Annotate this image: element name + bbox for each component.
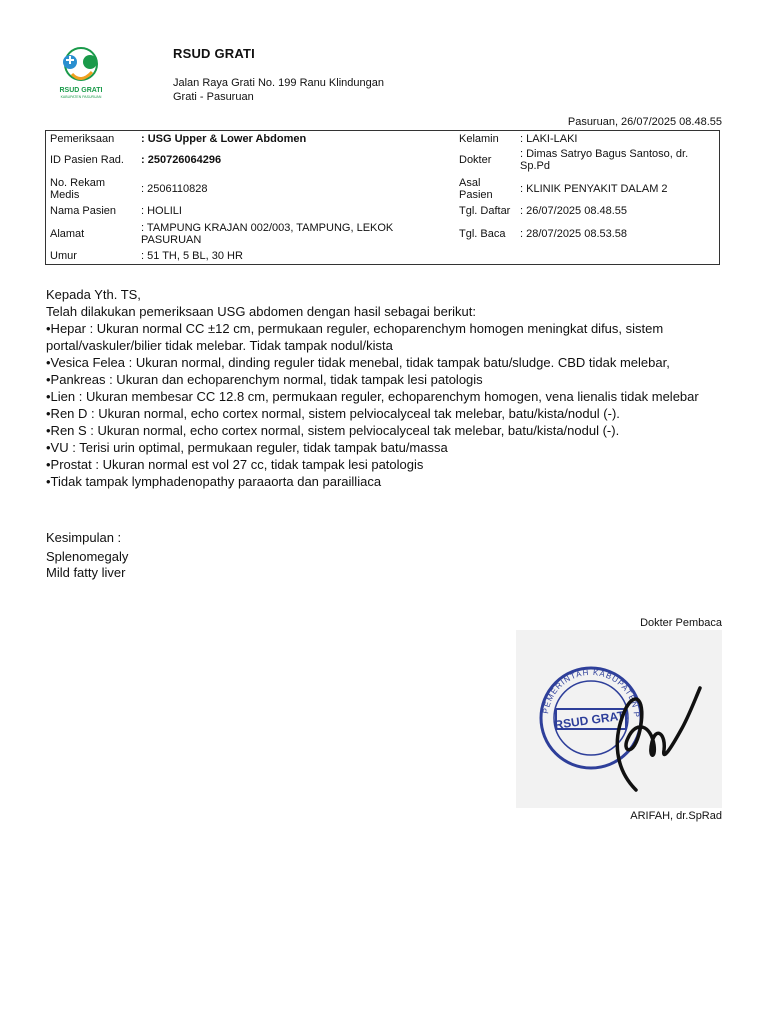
tgl-baca-value: : 28/07/2025 08.53.58 — [520, 228, 628, 240]
asal-value: : KLINIK PENYAKIT DALAM 2 — [520, 183, 668, 195]
dokter-value-2: Sp.Pd — [520, 160, 550, 172]
finding-hepar: •Hepar : Ukuran normal CC ±12 cm, permukaan reguler, echoparenchym homogen meningkat difus, sistem portal/vaskuler/bilier tidak melebar. Tidak tampak nodul/kista — [46, 321, 664, 353]
id-value: : 250726064296 — [141, 154, 222, 166]
greeting: Kepada Yth. TS, — [46, 287, 141, 302]
report-body — [46, 286, 726, 490]
id-label: ID Pasien Rad. — [50, 154, 124, 166]
alamat-value-1: : TAMPUNG KRAJAN 002/003, TAMPUNG, LEKOK — [141, 222, 394, 234]
conclusion-item-2: Mild fatty liver — [46, 565, 126, 580]
doctor-name: ARIFAH, dr.SpRad — [630, 810, 722, 822]
signature-image — [516, 630, 722, 808]
pemeriksaan-value: : USG Upper & Lower Abdomen — [141, 133, 307, 145]
stamp-ring-text: PEMERINTAH KABUPATEN P — [541, 667, 642, 718]
nama-value: : HOLILI — [141, 205, 182, 217]
finding-lymphadenopathy: •Tidak tampak lymphadenopathy paraaorta dan parailliaca — [46, 474, 382, 489]
conclusion-title: Kesimpulan : — [46, 530, 122, 545]
rekam-value: : 2506110828 — [141, 183, 208, 195]
conclusion-item-1: Splenomegaly — [46, 549, 129, 564]
dokter-value-1: : Dimas Satryo Bagus Santoso, dr. — [520, 148, 689, 160]
finding-prostat: •Prostat : Ukuran normal est vol 27 cc, tidak tampak lesi patologis — [46, 457, 424, 472]
handwritten-signature — [617, 688, 700, 790]
umur-label: Umur — [50, 250, 77, 262]
asal-label-2: Pasien — [459, 189, 493, 201]
stamp-and-signature — [516, 630, 722, 808]
logo-subtext: KABUPATEN PASURUAN — [60, 95, 102, 99]
hospital-name: RSUD GRATI — [173, 46, 255, 61]
pemeriksaan-label: Pemeriksaan — [50, 133, 115, 145]
finding-vu: •VU : Terisi urin optimal, permukaan reguler, tidak tampak batu/massa — [46, 440, 448, 455]
finding-lien: •Lien : Ukuran membesar CC 12.8 cm, permukaan reguler, echoparenchym homogen, vena lienalis tidak melebar — [46, 389, 699, 404]
rekam-label-2: Medis — [50, 189, 80, 201]
finding-vesica-felea: •Vesica Felea : Ukuran normal, dinding reguler tidak menebal, tidak tampak batu/sludge. CBD tidak melebar, — [46, 355, 670, 370]
address-line-1: Jalan Raya Grati No. 199 Ranu Klindungan — [173, 77, 384, 89]
stamp — [516, 630, 641, 768]
print-date: Pasuruan, 26/07/2025 08.48.55 — [567, 116, 722, 128]
address-line-2: Grati - Pasuruan — [173, 91, 254, 103]
tgl-daftar-label: Tgl. Daftar — [459, 205, 511, 217]
finding-pankreas: •Pankreas : Ukuran dan echoparenchym normal, tidak tampak lesi patologis — [46, 372, 483, 387]
finding-ren-d: •Ren D : Ukuran normal, echo cortex normal, sistem pelviocalyceal tak melebar, batu/kista/nodul (-). — [46, 406, 620, 421]
logo-text: RSUD GRATI — [59, 87, 103, 94]
kelamin-value: : LAKI-LAKI — [520, 133, 578, 145]
tgl-baca-label: Tgl. Baca — [459, 228, 506, 240]
alamat-value-2: PASURUAN — [141, 234, 202, 246]
tgl-daftar-value: : 26/07/2025 08.48.55 — [520, 205, 628, 217]
asal-label-1: Asal — [459, 177, 481, 189]
intro-text: Telah dilakukan pemeriksaan USG abdomen dengan hasil sebagai berikut: — [46, 304, 476, 319]
alamat-label: Alamat — [50, 228, 85, 240]
finding-ren-s: •Ren S : Ukuran normal, echo cortex normal, sistem pelviocalyceal tak melebar, batu/kista/nodul (-). — [46, 423, 620, 438]
hospital-logo — [46, 44, 116, 100]
rekam-label-1: No. Rekam — [50, 177, 106, 189]
conclusion-block — [46, 530, 128, 581]
kelamin-label: Kelamin — [459, 133, 499, 145]
umur-value: : 51 TH, 5 BL, 30 HR — [141, 250, 243, 262]
dokter-label: Dokter — [459, 154, 492, 166]
patient-info-box — [45, 130, 720, 265]
nama-label: Nama Pasien — [50, 205, 117, 217]
stamp-center-text: RSUD GRATI — [553, 707, 629, 733]
doctor-label: Dokter Pembaca — [640, 617, 722, 629]
